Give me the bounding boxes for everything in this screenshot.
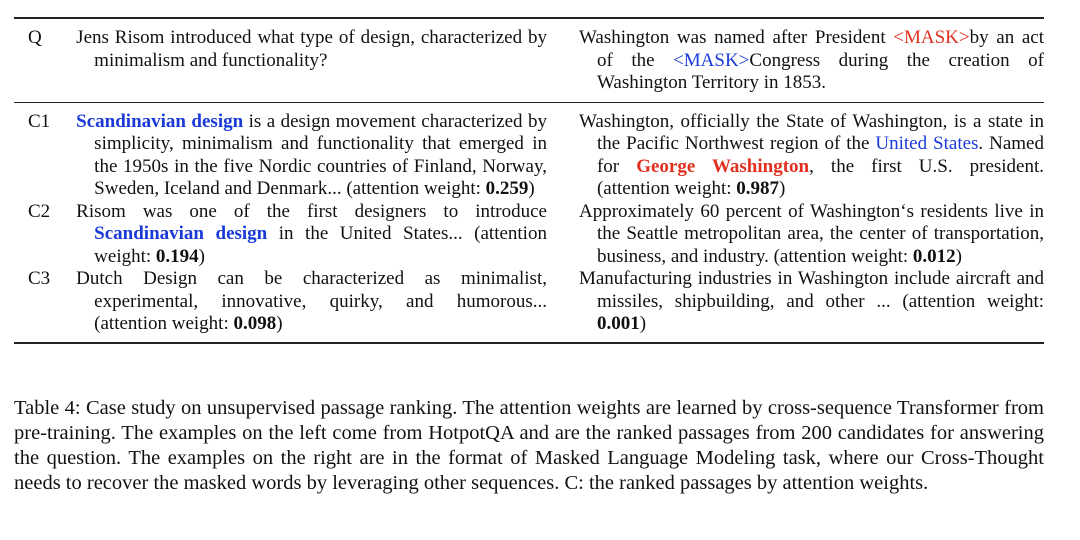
passage-text: Risom was one of the first designers to introduce	[76, 200, 547, 222]
passage-text: . Named for	[596, 133, 1044, 177]
passage-close: )	[779, 178, 786, 199]
passage-close: )	[955, 245, 962, 267]
candidate-right-passage	[579, 111, 1044, 201]
candidate-right-passage	[579, 201, 1044, 269]
passage-text: is a design movement characterized by simplicity, minimalism and functionality that emerged in the 1950s in the five Nordic countries of Finland, Norway, Sweden, Iceland and Denmark... (attention weight:	[94, 110, 547, 199]
attention-weight: 0.259	[485, 178, 529, 199]
passage-text: Manufacturing industries in Washington include aircraft and missiles, shipbuilding, and other ... (attention weight:	[578, 268, 1045, 312]
candidate-label: C2	[28, 200, 51, 222]
highlight-blue: United States	[875, 133, 979, 154]
table-caption: Table 4: Case study on unsupervised passage ranking. The attention weights are learned by cross-sequence Transformer from pre-training. The examples on the left come from HotpotQA and are the ranked passages from 200 candidates for answering the question. The examples on the right are in the format of Masked Language Modeling task, where our Cross-Thought needs to recover the masked words by leveraging other sequences. C: the ranked passages by attention weights.	[14, 397, 1044, 494]
passage-text: , the first U.S. president. (attention weight:	[596, 155, 1045, 199]
question-right-text-2: by an act of the	[596, 27, 1045, 71]
attention-weight: 0.987	[736, 178, 780, 199]
candidate-left-passage	[76, 268, 547, 336]
question-right-text-1: Washington was named after President	[578, 27, 894, 48]
question-row	[14, 19, 1044, 102]
highlight-red: George Washington	[636, 155, 810, 177]
attention-weight: 0.098	[233, 313, 277, 334]
mask-token-red: <MASK>	[893, 27, 970, 48]
passage-close: )	[528, 178, 535, 199]
question-label: Q	[28, 27, 42, 48]
passage-text: Washington, officially the State of Washington, is a state in the Pacific Northwest region of the	[578, 110, 1045, 154]
question-left: Jens Risom introduced what type of design, characterized by minimalism and functionality?	[76, 27, 547, 71]
mask-token-blue: <MASK>	[673, 49, 750, 71]
candidate-row-c2	[14, 201, 1044, 269]
passage-text: Dutch Design can be characterized as minimalist, experimental, innovative, quirky, and humorous... (attention weight:	[76, 268, 547, 334]
candidate-left-passage	[76, 111, 547, 201]
candidate-row-c1	[14, 111, 1044, 201]
passage-close: )	[198, 245, 205, 267]
attention-weight: 0.012	[912, 245, 956, 267]
question-right	[579, 27, 1044, 95]
attention-weight: 0.001	[596, 313, 640, 334]
attention-weight: 0.194	[155, 245, 199, 267]
candidate-label: C1	[28, 110, 51, 132]
passage-text: Approximately 60 percent of Washington‘s residents live in the Seattle metropolitan area, the center of transportation, business, and industry. (attention weight:	[578, 200, 1045, 267]
candidate-right-passage	[579, 268, 1044, 336]
highlight-answer: Scandinavian design	[94, 223, 268, 244]
passage-close: )	[639, 313, 647, 334]
passage-text: in the United States... (attention weight:	[94, 223, 547, 267]
passage-close: )	[276, 313, 283, 334]
highlight-answer: Scandinavian design	[76, 110, 244, 132]
table-bottom-rule	[14, 342, 1044, 344]
candidate-left-passage	[76, 201, 547, 269]
case-study-table	[14, 17, 1044, 344]
candidate-row-c3	[14, 268, 1044, 336]
candidate-label: C3	[28, 268, 51, 289]
question-right-text-3: Congress during the creation of Washington Territory in 1853.	[596, 49, 1045, 93]
candidate-rows	[14, 103, 1044, 342]
